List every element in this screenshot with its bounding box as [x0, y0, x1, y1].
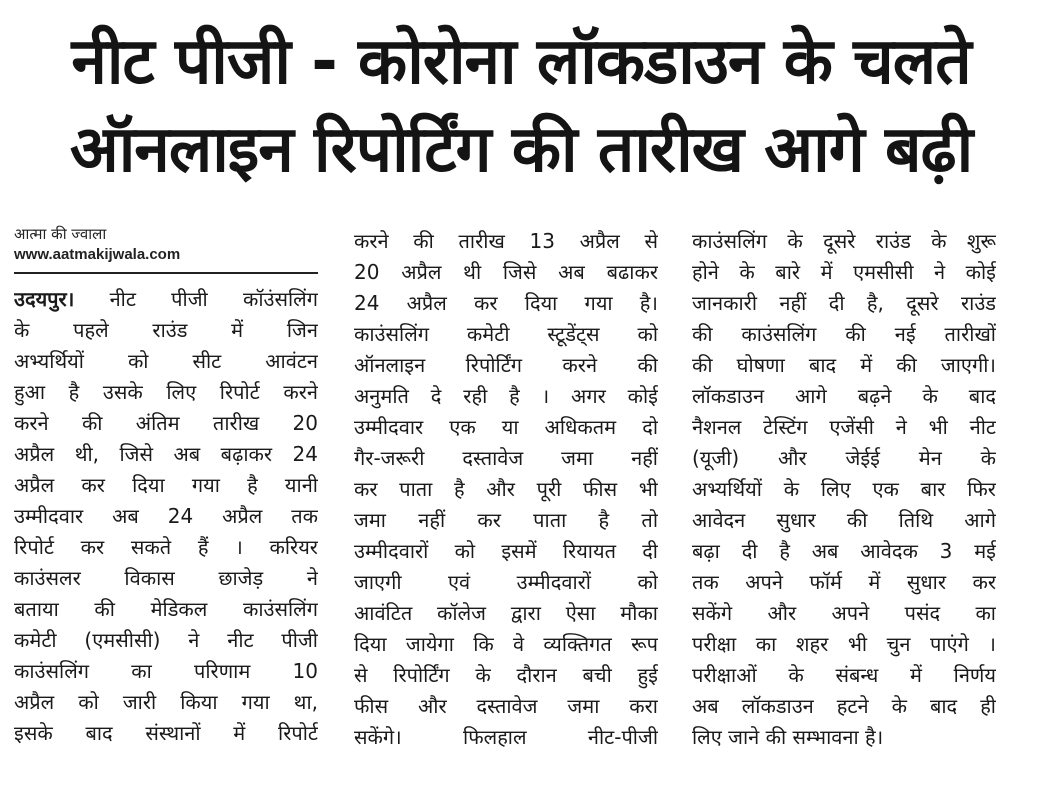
headline-line-1: नीट पीजी - कोरोना लॉकडाउन के चलते	[71, 25, 971, 99]
article-line: जाएगी एवं उम्मीदवारों को	[354, 570, 658, 594]
article-column-1	[14, 284, 318, 784]
article-line: काउंसलिंग के दूसरे राउंड के शुरू	[692, 229, 996, 253]
byline-source: आत्मा की ज्वाला	[14, 225, 107, 243]
article-line: 24 अप्रैल कर दिया गया है।	[354, 291, 658, 315]
headline	[14, 18, 1028, 200]
article-line: ऑनलाइन रिपोर्टिंग करने की	[354, 353, 658, 377]
article-line: गैर-जरूरी दस्तावेज जमा नहीं	[354, 446, 658, 470]
article-line: बताया की मेडिकल काउंसलिंग	[14, 597, 318, 621]
article-line: परीक्षा का शहर भी चुन पाएंगे ।	[692, 632, 996, 656]
article-line: कमेटी (एमसीसी) ने नीट पीजी	[14, 628, 318, 652]
article-line: के पहले राउंड में जिन	[14, 318, 318, 342]
article-column-2	[354, 226, 658, 786]
byline-divider	[14, 272, 318, 274]
article-line: काउंसलिंग का परिणाम 10	[14, 659, 318, 683]
article-line: लॉकडाउन आगे बढ़ने के बाद	[692, 384, 996, 408]
article-line: की घोषणा बाद में की जाएगी।	[692, 353, 996, 377]
article-line: काउंसलर विकास छाजेड़ ने	[14, 566, 318, 590]
article-line: करने की अंतिम तारीख 20	[14, 411, 318, 435]
article-line: काउंसलिंग कमेटी स्टूडेंट्स को	[354, 322, 658, 346]
article-line: परीक्षाओं के संबन्ध में निर्णय	[692, 663, 996, 687]
article-line: हुआ है उसके लिए रिपोर्ट करने	[14, 380, 318, 404]
article-line: नैशनल टेस्टिंग एजेंसी ने भी नीट	[692, 415, 996, 439]
article-line: अभ्यर्थियों को सीट आवंटन	[14, 349, 318, 373]
article-line: अनुमति दे रही है । अगर कोई	[354, 384, 658, 408]
article-line: जमा नहीं कर पाता है तो	[354, 508, 658, 532]
article-line: इसके बाद संस्थानों में रिपोर्ट	[14, 721, 318, 745]
article-line: से रिपोर्टिंग के दौरान बची हुई	[354, 663, 658, 687]
headline-line-2: ऑनलाइन रिपोर्टिंग की तारीख आगे बढ़ी	[69, 113, 973, 187]
article-line	[14, 284, 318, 315]
article-line: सकेंगे। फिलहाल नीट-पीजी	[354, 725, 658, 749]
article-line: लिए जाने की सम्भावना है।	[692, 725, 884, 749]
article-line: अब लॉकडाउन हटने के बाद ही	[692, 694, 996, 718]
article-line: होने के बारे में एमसीसी ने कोई	[692, 260, 996, 284]
article-line: उम्मीदवार एक या अधिकतम दो	[354, 415, 658, 439]
article-line: आवंटित कॉलेज द्वारा ऐसा मौका	[354, 601, 658, 625]
article-line: तक अपने फॉर्म में सुधार कर	[692, 570, 996, 594]
article-line: सकेंगे और अपने पसंद का	[692, 601, 996, 625]
article-line: अप्रैल कर दिया गया है यानी	[14, 473, 318, 497]
article-line: कर पाता है और पूरी फीस भी	[354, 477, 658, 501]
article-line: जानकारी नहीं दी है, दूसरे राउंड	[692, 291, 996, 315]
article-line: दिया जायेगा कि वे व्यक्तिगत रूप	[354, 632, 658, 656]
article-line: (यूजी) और जेईई मेन के	[692, 446, 996, 470]
article-line: 20 अप्रैल थी जिसे अब बढाकर	[354, 260, 658, 284]
article-line: रिपोर्ट कर सकते हैं । करियर	[14, 535, 318, 559]
article-line-text: नीट पीजी कॉउंसलिंग	[109, 287, 318, 311]
article-line: अप्रैल थी, जिसे अब बढ़ाकर 24	[14, 442, 318, 466]
byline-website[interactable]: www.aatmakijwala.com	[14, 246, 181, 263]
article-line: करने की तारीख 13 अप्रैल से	[354, 229, 658, 253]
article-line: की काउंसलिंग की नई तारीखों	[692, 322, 996, 346]
article-line: अप्रैल को जारी किया गया था,	[14, 690, 318, 714]
article-line: अभ्यर्थियों के लिए एक बार फिर	[692, 477, 996, 501]
article-line: बढ़ा दी है अब आवेदक 3 मई	[692, 539, 996, 563]
article-line: आवेदन सुधार की तिथि आगे	[692, 508, 996, 532]
article-line: उम्मीदवारों को इसमें रियायत दी	[354, 539, 658, 563]
byline	[14, 224, 314, 266]
dateline: उदयपुर।	[14, 287, 75, 311]
article-column-3	[692, 226, 996, 786]
article-line: फीस और दस्तावेज जमा करा	[354, 694, 658, 718]
article-line: उम्मीदवार अब 24 अप्रैल तक	[14, 504, 318, 528]
